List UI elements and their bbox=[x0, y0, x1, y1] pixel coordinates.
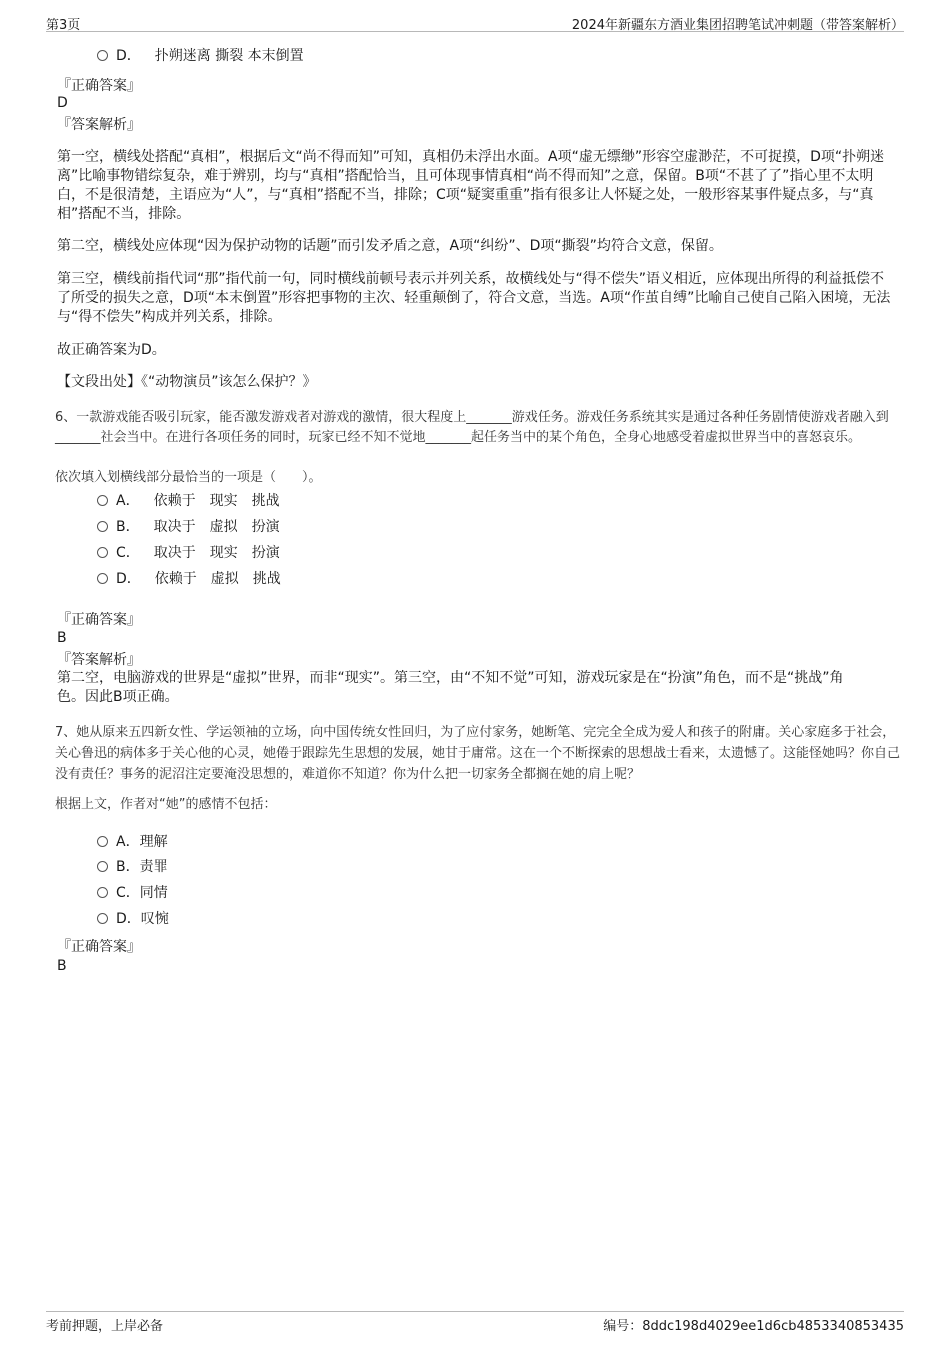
option-text: 扑朔迷离 撕裂 本末倒置 bbox=[154, 48, 304, 64]
option-word: 挑战 bbox=[251, 493, 280, 509]
q6-option-c[interactable] bbox=[97, 543, 294, 563]
option-word: 取决于 bbox=[153, 519, 196, 535]
option-text: 叹惋 bbox=[140, 911, 169, 927]
option-word: 扮演 bbox=[251, 545, 280, 561]
q5-analysis-p4: 故正确答案为D。 bbox=[57, 342, 166, 358]
option-word: 依赖于 bbox=[153, 493, 196, 509]
option-letter: D． bbox=[116, 571, 141, 587]
q5-source: 【文段出处】《“动物演员”该怎么保护？》 bbox=[57, 374, 317, 390]
q6-option-a[interactable] bbox=[97, 491, 294, 511]
option-word: 现实 bbox=[209, 493, 238, 509]
q6-answer-label: 『正确答案』 bbox=[57, 612, 141, 628]
q6-answer: B bbox=[57, 630, 67, 646]
q7-answer: B bbox=[57, 958, 67, 974]
radio-icon[interactable] bbox=[97, 573, 108, 584]
option-word: 依赖于 bbox=[154, 571, 197, 587]
q5-analysis-p2: 第二空，横线处应体现“因为保护动物的话题”而引发矛盾之意，A项“纠纷”、D项“撕裂”均符合文意，保留。 bbox=[57, 238, 723, 254]
q7-option-c[interactable] bbox=[97, 883, 168, 903]
q7-option-a[interactable] bbox=[97, 832, 168, 852]
option-letter: A． bbox=[116, 834, 140, 850]
q6-analysis: 第二空，电脑游戏的世界是“虚拟”世界，而非“现实”。第三空，由“不知不觉”可知，游戏玩家是在“扮演”角色，而不是“挑战”角色。因此B项正确。 bbox=[57, 670, 844, 705]
option-word: 扮演 bbox=[251, 519, 280, 535]
option-word: 虚拟 bbox=[210, 571, 239, 587]
option-letter: B． bbox=[116, 859, 140, 875]
radio-icon[interactable] bbox=[97, 547, 108, 558]
q7-answer-label: 『正确答案』 bbox=[57, 939, 141, 955]
page-footer bbox=[46, 1313, 904, 1333]
option-word: 取决于 bbox=[153, 545, 196, 561]
option-letter: C． bbox=[116, 545, 140, 561]
q5-analysis-p1: 第一空，横线处搭配“真相”，根据后文“尚不得而知”可知，真相仍未浮出水面。A项“虚无缥缈”形容空虚渺茫，不可捉摸，D项“扑朔迷离”比喻事物错综复杂，难于辨别，均与“真相”搭配恰当，且可体现事情真相“尚不得而知”之意，保留。B项“不甚了了”指心里不太明白，不是很清楚，主语应为“人”，与“真相”搭配不当，排除；C项“疑窦重重”指有很多让人怀疑之处，一般形容某事件疑点多，与“真相”搭配不当，排除。 bbox=[57, 149, 885, 222]
q6-prompt: 依次填入划横线部分最恰当的一项是（ ）。 bbox=[55, 470, 322, 485]
q5-answer-label: 『正确答案』 bbox=[57, 78, 141, 94]
q6-option-b[interactable] bbox=[97, 517, 294, 537]
option-letter: B． bbox=[116, 519, 140, 535]
q7-prompt: 根据上文，作者对“她”的感情不包括： bbox=[55, 797, 277, 812]
q7-stem: 7、她从原来五四新女性、学运领袖的立场，向中国传统女性回归，为了应付家务，她断笔、完完全全成为爱人和孩子的附庸。关心家庭多于社会，关心鲁迅的病体多于关心他的心灵，她倦于跟踪先生思想的发展，她甘于庸常。这在一个不断探索的思想战士看来，太遗憾了。这能怪她吗？你自己没有责任？事务的泥沼注定要淹没思想的，难道你不知道？你为什么把一切家务全都搁在她的肩上呢？ bbox=[55, 725, 901, 782]
option-letter: A． bbox=[116, 493, 140, 509]
option-word: 挑战 bbox=[252, 571, 281, 587]
footer-divider bbox=[46, 1311, 904, 1312]
q5-option-d[interactable] bbox=[97, 46, 304, 66]
header-divider bbox=[46, 31, 904, 32]
option-text: 同情 bbox=[139, 885, 168, 901]
option-letter: D． bbox=[116, 911, 141, 927]
radio-icon[interactable] bbox=[97, 50, 108, 61]
radio-icon[interactable] bbox=[97, 521, 108, 532]
option-word: 现实 bbox=[209, 545, 238, 561]
q6-option-d[interactable] bbox=[97, 569, 295, 589]
q5-analysis-p3: 第三空，横线前指代词“那”指代前一句，同时横线前顿号表示并列关系，故横线处与“得不偿失”语义相近，应体现出所得的利益抵偿不了所受的损失之意，D项“本末倒置”形容把事物的主次、轻重颠倒了，符合文意，当选。A项“作茧自缚”比喻自己使自己陷入困境，无法与“得不偿失”构成并列关系，排除。 bbox=[57, 271, 891, 325]
option-letter: C． bbox=[116, 885, 140, 901]
option-word: 虚拟 bbox=[209, 519, 238, 535]
footer-slogan: 考前押题，上岸必备 bbox=[46, 1319, 164, 1334]
page-number: 第3页 bbox=[46, 18, 81, 33]
option-letter: D． bbox=[116, 48, 141, 64]
radio-icon[interactable] bbox=[97, 861, 108, 872]
option-text: 理解 bbox=[139, 834, 168, 850]
document-id: 编号：8ddc198d4029ee1d6cb4853340853435 bbox=[603, 1319, 904, 1334]
radio-icon[interactable] bbox=[97, 836, 108, 847]
radio-icon[interactable] bbox=[97, 913, 108, 924]
q6-analysis-label: 『答案解析』 bbox=[57, 652, 141, 668]
page-header bbox=[46, 12, 904, 32]
radio-icon[interactable] bbox=[97, 887, 108, 898]
q7-option-d[interactable] bbox=[97, 909, 169, 929]
q5-analysis-label: 『答案解析』 bbox=[57, 117, 141, 133]
q6-stem: 6、一款游戏能否吸引玩家，能否激发游戏者对游戏的激情，很大程度上_______游戏任务。游戏任务系统其实是通过各种任务剧情使游戏者融入到_______社会当中。在进行各项任务的同时，玩家已经不知不觉地_______起任务当中的某个角色，全身心地感受着虚拟世界当中的喜怒哀乐。 bbox=[55, 410, 889, 445]
radio-icon[interactable] bbox=[97, 495, 108, 506]
document-title: 2024年新疆东方酒业集团招聘笔试冲刺题（带答案解析） bbox=[571, 18, 904, 33]
q5-answer: D bbox=[57, 95, 68, 111]
q7-option-b[interactable] bbox=[97, 857, 168, 877]
option-text: 责罪 bbox=[139, 859, 168, 875]
